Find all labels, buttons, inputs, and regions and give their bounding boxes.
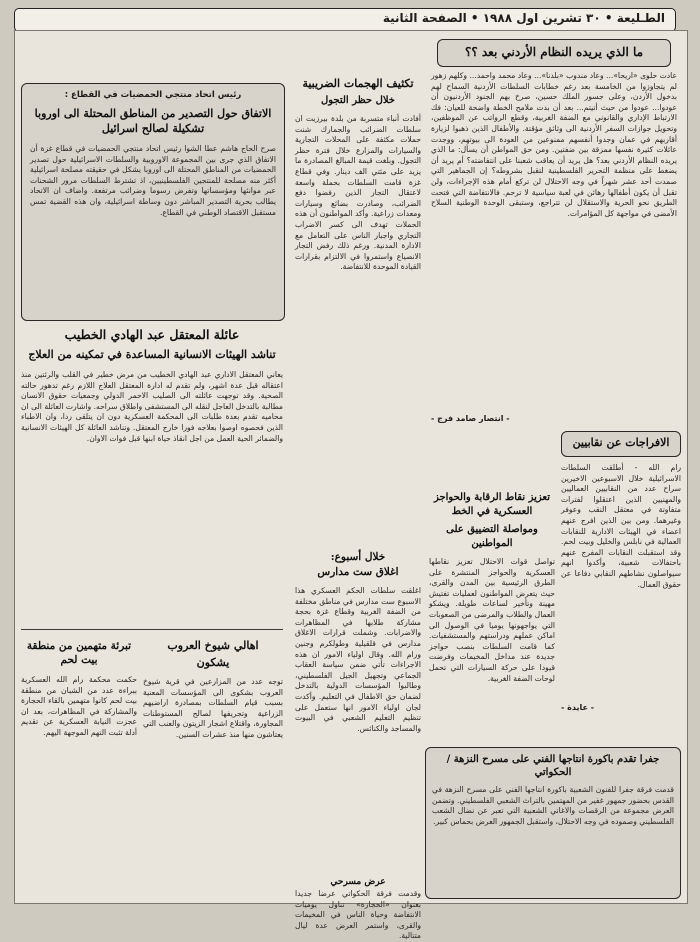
page-header: الطـليعة • ٣٠ تشرين اول ١٩٨٨ • الصفحة الثانية: [382, 11, 665, 25]
customs-body: أفادت أنباء متسربة من بلدة بيرزيت ان سلطات الضرائب والجمارك شنت حملات مكثفة على المحلات التجارية والسيارات والمزارع خلال فترة حظر التجول. وبلغت قيمة المبالغ المصادرة ما يزيد على مئتي الف دينار. وفي قطاع غزة قامت السلطات بحملة واسعة لاعتقال التجار الذين رفضوا دفع الضرائب، وصادرت بضائع وسيارات ومعدات زراعية. وأكد المواطنون أن هذه الحملات تهدف الى كسر الاضراب التجاري واجبار الناس على التعامل مع الادارة المدنية. ورغم ذلك رفض التجار الانصياع واستمروا في الالتزام بقرارات القيادة الموحدة للانتفاضة.: [295, 114, 421, 272]
checkpoints-article: [429, 491, 555, 741]
zone-article: [21, 639, 137, 899]
appeal-subhead: تناشد الهيئات الانسانية المساعدة في تمكينه من العلاج: [28, 348, 276, 361]
page-header-bar: [14, 8, 676, 32]
appeal-article: [21, 327, 283, 622]
workers-headline: رئيس اتحاد منتجي الحمضيات في القطاع :: [64, 90, 242, 100]
rural-headline: اهالي شيوخ العروب: [167, 639, 259, 652]
stage-headline: عرض مسرحي: [330, 877, 386, 887]
workers-article-box: [21, 83, 285, 321]
zone-headline: تبرئة متهمين من منطقة بيت لحم: [26, 640, 132, 666]
rural-body: توجه عدد من المزارعين في قرية شيوخ العروب بشكوى الى المؤسسات المعنية بسبب قيام السلطات بمصادرة اراضيهم الزراعية وتجريفها لصالح المستوطنات المجاورة، واقتلاع اشجار الزيتون والعنب التي يعتاشون منها منذ عشرات السنين.: [143, 677, 283, 739]
checkpoints-subhead: ومواصلة التضييق على المواطنين: [446, 524, 538, 549]
workers-body: صرح الحاج هاشم عطا الشوا رئيس اتحاد منتجي الحمضيات في قطاع غزة أن الاتفاق الذي جرى بين المجموعة الاوروبية والسلطات الاسرائيلية حول تصدير الحمضيات من المناطق المحتلة الى اوروبا يشكل في حقيقته مصلحة اسرائيلية أكثر منه مصلحة للمنتجين الفلسطينيين، اذ تشترط السلطات مرور الشحنات عبر موانئها ومؤسساتها وتفرض رسوما وضرائب مرتفعة. واضاف ان الاتحاد يطالب بحرية التصدير المباشر دون وساطة اسرائيلية، وان هذه القضية تمس مستقبل الاقتصاد الوطني في القطاع.: [30, 144, 276, 217]
schools-article: [295, 551, 421, 871]
workers-subhead: الاتفاق حول التصدير من المناطق المحتلة الى اوروبا تشكيلة لصالح اسرائيل: [34, 107, 272, 135]
culture-body: قدمت فرقة جفرا للفنون الشعبية باكورة انتاجها الفني على مسرح النزهة في القدس بحضور جمهور غفير من المهتمين بالتراث الشعبي الفلسطيني. وتضمن العرض مجموعة من الرقصات والاغاني الشعبية التي تعبر عن نضال الشعب الفلسطيني وصموده في وجه الاحتلال، واستقبل الجمهور العرض بحماس كبير.: [432, 785, 674, 826]
prisoners-body: رام الله - أطلقت السلطات الاسرائيلية خلال الاسبوعين الاخيرين سراح عدد من النقابيين العماليين والمهنيين الذين اعتقلوا لفترات متفاوتة في معتقل النقب وعوفر وغيرهما. ومن بين الذين افرج عنهم اعضاء في الهيئات الادارية للنقابات العمالية في نابلس والخليل وبيت لحم. وقد استقبلت النقابات المفرج عنهم باحتفالات شعبية، وأكدوا انهم سيواصلون نشاطهم النقابي دفاعا عن حقوق العمال.: [561, 463, 681, 589]
appeal-body: يعاني المعتقل الاداري عبد الهادي الخطيب من مرض خطير في القلب والرئتين منذ اعتقاله قبل عدة اشهر، ولم تقدم له ادارة المعتقل العلاج اللازم رغم تدهور حالته الصحية. وقد توجهت عائلته الى الصليب الاحمر الدولي وجمعيات حقوق الانسان مطالبة بالتدخل العاجل لنقله الى المستشفى واطلاق سراحه. واشارت العائلة الى ان محاميه تقدم بعدة طلبات الى المحكمة العسكرية دون ان يتلقى ردا، وان الاطباء الذين فحصوه اوصوا بعلاجه فورا خارج المعتقل. وتناشد العائلة كل الهيئات الانسانية والضمائر الحية العمل من اجل انقاذ حياة ابنها قبل فوات الاوان.: [21, 370, 283, 443]
prisoners-headline: الافراجات عن نقابيين: [572, 436, 670, 449]
culture-headline: جفرا تقدم باكورة انتاجها الفني على مسرح النزهة / الحكواتي: [446, 754, 660, 778]
customs-article: [295, 77, 421, 545]
lead-body: عادت حلوى «اريحا»... وعاد مندوب «بلدنا»... وعاد محمد واحمد... وكلهم زهور لم يتجاوزوا من الخامسة بعد رغم خطابات السلطات الأردنية السماح لهم بدخول الأردن، وعلى جسور الملك حسين، صرخ بهم الجنود الأردنيون أن عودوا... عودوا من حيث أتيتم... بعد أن بدت ملامح الخطة واضحة للعيان: فك الارتباط الإداري والقانوني مع الضفة الغربية، وقطع الرواتب عن الموظفين، وتحويل جوازات السفر الأردنية الى وثائق مؤقتة. والأطفال الذين ذهبوا لزيارة أقاربهم في عمان وجدوا أنفسهم ممنوعين من العودة الى بيوتهم، ووجدت عائلات كثيرة نفسها ممزقة بين ضفتين. ومن حق المواطن أن يسأل: ما الذي يريده النظام الأردني بعد؟ هل يريد أن يعاقب شعبنا على انتفاضته؟ أم يريد أن يضغط على منظمة التحرير الفلسطينية لتقبل بشروطه؟ إن الجماهير التي صمدت أحد عشر شهراً في وجه الاحتلال لن تركع أمام هذه الإجراءات، ولن تقبل أن يكون أطفالها رهائن في لعبة سياسية لا ترحم. فالانتفاضة التي فتحت الطريق نحو الحرية والاستقلال لن تتراجع، وستبقى الوحدة الوطنية السلاح الأمضى في مواجهة كل المؤامرات.: [431, 71, 677, 218]
culture-article-box: [425, 747, 681, 899]
checkpoints-body: تواصل قوات الاحتلال تعزيز نقاطها العسكرية والحواجز المنتشرة على الطرق الرئيسية بين المدن والقرى، حيث يتعرض المواطنون لعمليات تفتيش مهينة وتأخير لساعات طويلة. ويشكو العمال والطلاب والمرضى من الصعوبات التي يواجهونها يوميا في الوصول الى اماكن عملهم ودراستهم والمستشفيات. كما قامت السلطات بنصب حواجز جديدة عند مداخل المخيمات وفرضت قيودا على حركة السيارات التي تحمل لوحات الضفة الغربية.: [429, 557, 555, 683]
newspaper-page: [14, 30, 688, 941]
appeal-headline: عائلة المعتقل عبد الهادي الخطيب: [64, 327, 240, 342]
rural-article: [143, 639, 283, 899]
prisoners-article: [561, 431, 681, 731]
divider: [21, 629, 283, 630]
customs-subhead: خلال حظر التجول: [320, 95, 395, 106]
lead-byline: - انتصار صامد فرج -: [431, 414, 510, 423]
lead-headline-box: [437, 39, 671, 67]
checkpoints-headline: تعزيز نقاط الرقابة والحواجز العسكرية في الخط: [433, 492, 551, 517]
schools-subhead: اغلاق ست مدارس: [317, 566, 399, 578]
prisoners-byline: - عايدة -: [561, 703, 595, 712]
schools-headline: خلال أسبوع:: [330, 551, 386, 563]
schools-body: اغلقت سلطات الحكم العسكري هذا الاسبوع ست مدارس في مناطق مختلفة من الضفة الغربية وقطاع غزة بحجة مشاركة طلابها في المظاهرات والاضرابات. وشملت قرارات الاغلاق مدارس في قلقيلية وطولكرم وجنين ورام الله. وقال اولياء الامور ان هذه الاجراءات تأتي ضمن سياسة العقاب الجماعي وتجهيل الجيل الفلسطيني، وطالبوا المؤسسات الدولية بالتدخل لضمان حق الاطفال في التعليم. وأكدت لجان اولياء الامور انها ستعمل على تنظيم التعليم الشعبي في البيوت والمساجد والكنائس.: [295, 586, 421, 733]
stage-body: وقدمت فرقة الحكواتي عرضا جديدا بعنوان «الحجارة» تناول يوميات الانتفاضة وحياة الناس في المخيمات والقرى، واستمر العرض عدة ليال متتالية.: [295, 889, 421, 941]
rural-subhead: يشكون: [196, 656, 230, 669]
lead-article: [427, 37, 681, 427]
lead-headline: ما الذي يريده النظام الأردني بعد ؟؟: [464, 45, 644, 59]
customs-headline: تكثيف الهجمات الضريبية: [302, 77, 414, 90]
zone-body: حكمت محكمة رام الله العسكرية ببراءة عدد من الشبان من منطقة بيت لحم كانوا متهمين بالقاء الحجارة والمشاركة في المظاهرات، بعد ان عجزت النيابة العسكرية عن تقديم أدلة تثبت التهم الموجهة اليهم.: [21, 675, 137, 737]
prisoners-headline-box: [561, 431, 681, 457]
